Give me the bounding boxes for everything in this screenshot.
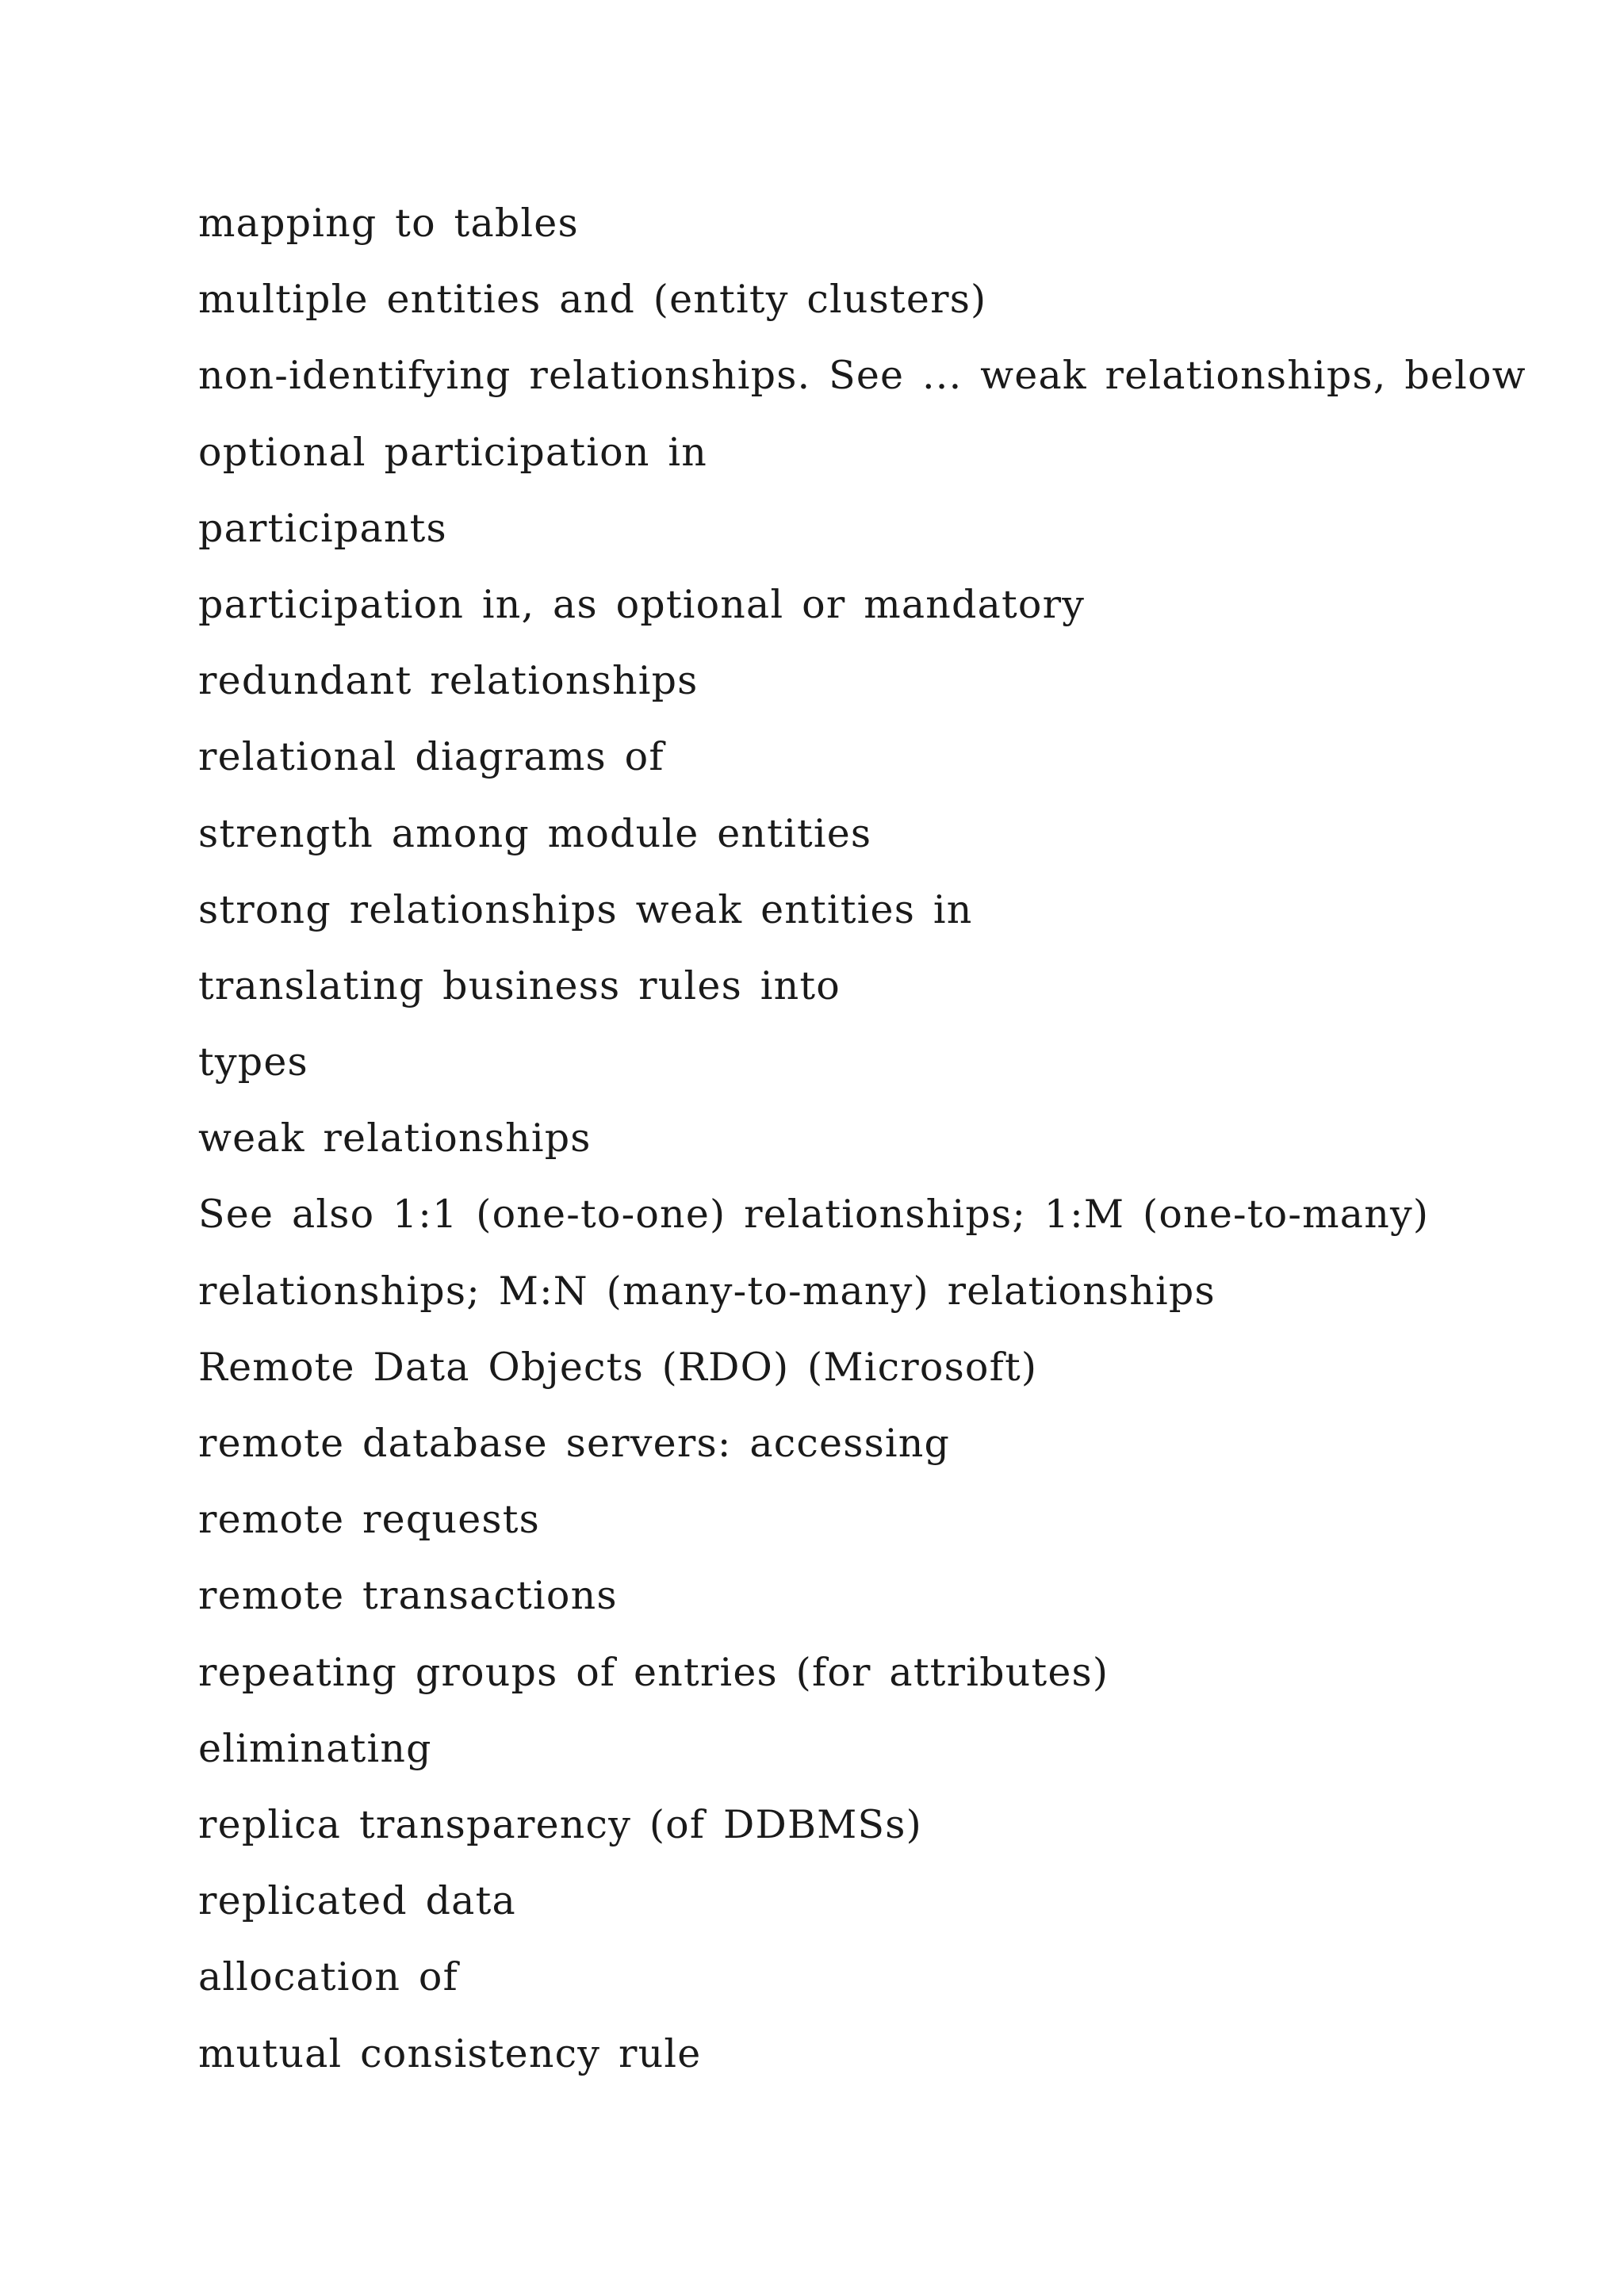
index-entry: repeating groups of entries (for attributes) bbox=[198, 1649, 1109, 1695]
index-entry: replica transparency (of DDBMSs) bbox=[198, 1801, 922, 1847]
index-entry: strength among module entities bbox=[198, 810, 872, 856]
index-entry: remote requests bbox=[198, 1497, 540, 1543]
index-entry: relational diagrams of bbox=[198, 734, 665, 780]
index-entry: optional participation in bbox=[198, 429, 708, 475]
index-entry: relationships; M:N (many-to-many) relationships bbox=[198, 1268, 1216, 1314]
index-entry: participation in, as optional or mandatory bbox=[198, 581, 1086, 627]
index-entry: remote database servers: accessing bbox=[198, 1421, 951, 1466]
index-entry: redundant relationships bbox=[198, 658, 699, 704]
index-entry: translating business rules into bbox=[198, 962, 841, 1008]
index-entry: Remote Data Objects (RDO) (Microsoft) bbox=[198, 1344, 1038, 1390]
index-entry: multiple entities and (entity clusters) bbox=[198, 277, 987, 323]
index-entry: types bbox=[198, 1039, 308, 1085]
index-entry: allocation of bbox=[198, 1954, 458, 2000]
index-entry: remote transactions bbox=[198, 1573, 618, 1619]
index-entry: mapping to tables bbox=[198, 201, 579, 246]
index-entry: replicated data bbox=[198, 1878, 516, 1924]
index-entry: mutual consistency rule bbox=[198, 2030, 702, 2076]
index-entry: See also 1:1 (one-to-one) relationships; 1:M (one-to-many) bbox=[198, 1192, 1430, 1238]
index-entry: eliminating bbox=[198, 1725, 432, 1771]
index-entry: strong relationships weak entities in bbox=[198, 886, 973, 932]
index-entry-list bbox=[198, 186, 1526, 2092]
index-entry: non-identifying relationships. See ... weak relationships, below bbox=[198, 353, 1526, 399]
index-entry: weak relationships bbox=[198, 1115, 592, 1161]
index-entry: participants bbox=[198, 505, 447, 551]
